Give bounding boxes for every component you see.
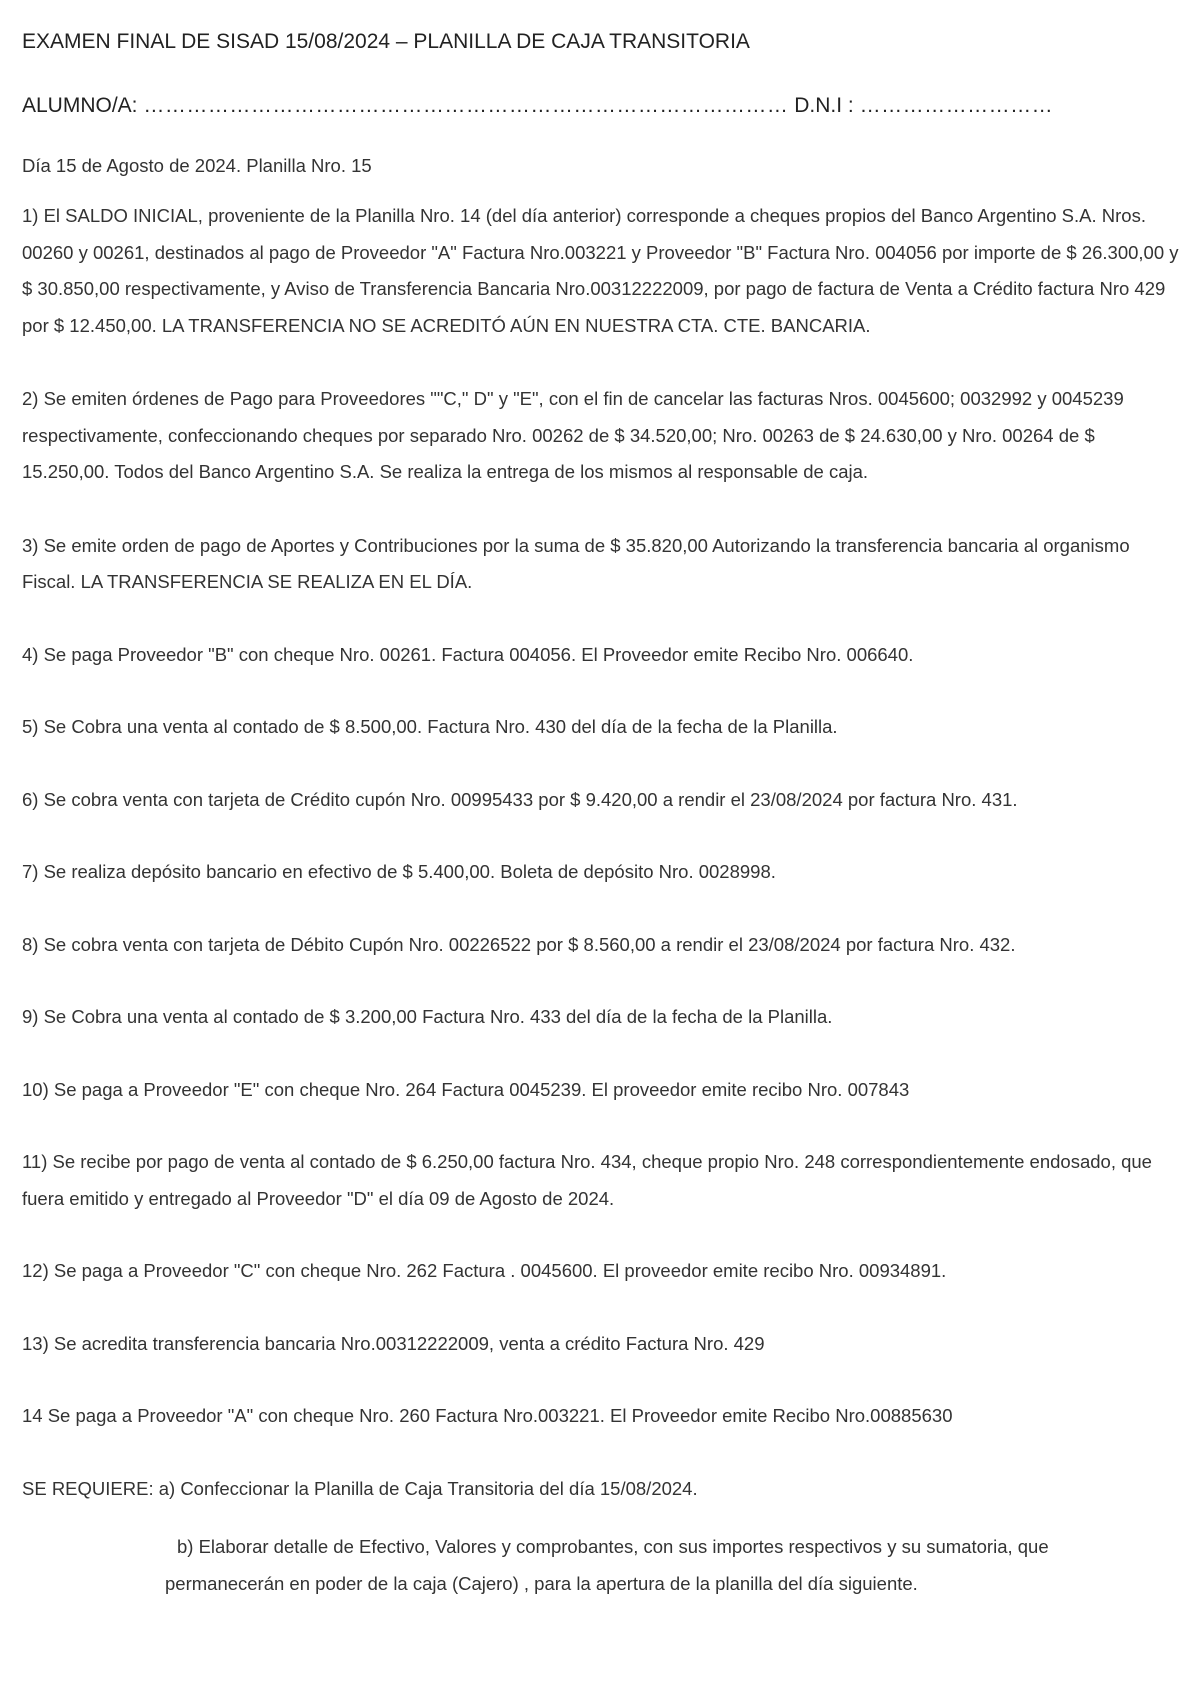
item-11: 11) Se recibe por pago de venta al contado de $ 6.250,00 factura Nro. 434, cheque propio Nro. 248 correspondientemente endosado, que fuera emitido y entregado al Proveedor "D" el día 09 de Agosto de 2024. bbox=[22, 1151, 1152, 1209]
item-13: 13) Se acredita transferencia bancaria Nro.00312222009, venta a crédito Factura Nro. 429 bbox=[22, 1332, 765, 1354]
exam-document bbox=[22, 22, 1182, 1602]
item-9: 9) Se Cobra una venta al contado de $ 3.200,00 Factura Nro. 433 del día de la fecha de la Planilla. bbox=[22, 1006, 833, 1027]
item-6: 6) Se cobra venta con tarjeta de Crédito cupón Nro. 00995433 por $ 9.420,00 a rendir el 23/08/2024 por factura Nro. 431. bbox=[22, 788, 1018, 810]
item-7: 7) Se realiza depósito bancario en efectivo de $ 5.400,00. Boleta de depósito Nro. 0028998. bbox=[22, 861, 776, 882]
student-label: ALUMNO/A: bbox=[22, 94, 138, 117]
student-info-line bbox=[22, 92, 1182, 120]
item-5: 5) Se Cobra una venta al contado de $ 8.500,00. Factura Nro. 430 del día de la fecha de la Planilla. bbox=[22, 716, 838, 737]
exam-title: EXAMEN FINAL DE SISAD 15/08/2024 – PLANILLA DE CAJA TRANSITORIA bbox=[22, 30, 750, 53]
requirement-b bbox=[22, 1529, 1182, 1602]
item-2: 2) Se emiten órdenes de Pago para Proveedores ""C," D" y "E", con el fin de cancelar las facturas Nros. 0045600; 0032992 y 0045239 respectivamente, confeccionando cheques por separado Nro. 00262 de $ 34.520,00; Nro. 00263 de $ 24.630,00 y Nro. 00264 de $ 15.250,00. Todos del Banco Argentino S.A. Se realiza la entrega de los mismos al responsable de caja. bbox=[22, 388, 1124, 482]
requirement-a: SE REQUIERE: a) Confeccionar la Planilla de Caja Transitoria del día 15/08/2024. bbox=[22, 1477, 698, 1499]
item-12: 12) Se paga a Proveedor "C" con cheque Nro. 262 Factura . 0045600. El proveedor emite recibo Nro. 00934891. bbox=[22, 1260, 947, 1281]
dni-label: D.N.I : bbox=[794, 94, 854, 117]
item-8: 8) Se cobra venta con tarjeta de Débito Cupón Nro. 00226522 por $ 8.560,00 a rendir el 23/08/2024 por factura Nro. 432. bbox=[22, 933, 1016, 955]
item-4: 4) Se paga Proveedor "B" con cheque Nro. 00261. Factura 004056. El Proveedor emite Recibo Nro. 006640. bbox=[22, 643, 914, 665]
dni-blank: ……………………… bbox=[859, 94, 1054, 117]
item-3: 3) Se emite orden de pago de Aportes y Contribuciones por la suma de $ 35.820,00 Autorizando la transferencia bancaria al organismo Fiscal. LA TRANSFERENCIA SE REALIZA EN EL DÍA. bbox=[22, 534, 1130, 592]
item-14: 14 Se paga a Proveedor "A" con cheque Nro. 260 Factura Nro.003221. El Proveedor emite Recibo Nro.00885630 bbox=[22, 1405, 953, 1426]
requirement-b-line-1: b) Elaborar detalle de Efectivo, Valores y comprobantes, con sus importes respectivos y su sumatoria, que bbox=[177, 1536, 1049, 1557]
requirement-b-line-2: permanecerán en poder de la caja (Cajero) , para la apertura de la planilla del día siguiente. bbox=[165, 1572, 918, 1594]
item-10: 10) Se paga a Proveedor "E" con cheque Nro. 264 Factura 0045239. El proveedor emite recibo Nro. 007843 bbox=[22, 1078, 910, 1100]
planilla-date: Día 15 de Agosto de 2024. Planilla Nro. 15 bbox=[22, 155, 372, 176]
student-name-blank: ……………………………………………………………………………… bbox=[143, 94, 789, 117]
item-1: 1) El SALDO INICIAL, proveniente de la Planilla Nro. 14 (del día anterior) corresponde a cheques propios del Banco Argentino S.A. Nros. 00260 y 00261, destinados al pago de Proveedor "A" Factura Nro.003221 y Proveedor "B" Factura Nro. 004056 por importe de $ 26.300,00 y $ 30.850,00 respectivamente, y Aviso de Transferencia Bancaria Nro.00312222009, por pago de factura de Venta a Crédito factura Nro 429 por $ 12.450,00. LA TRANSFERENCIA NO SE ACREDITÓ AÚN EN NUESTRA CTA. CTE. BANCARIA. bbox=[22, 205, 1179, 336]
